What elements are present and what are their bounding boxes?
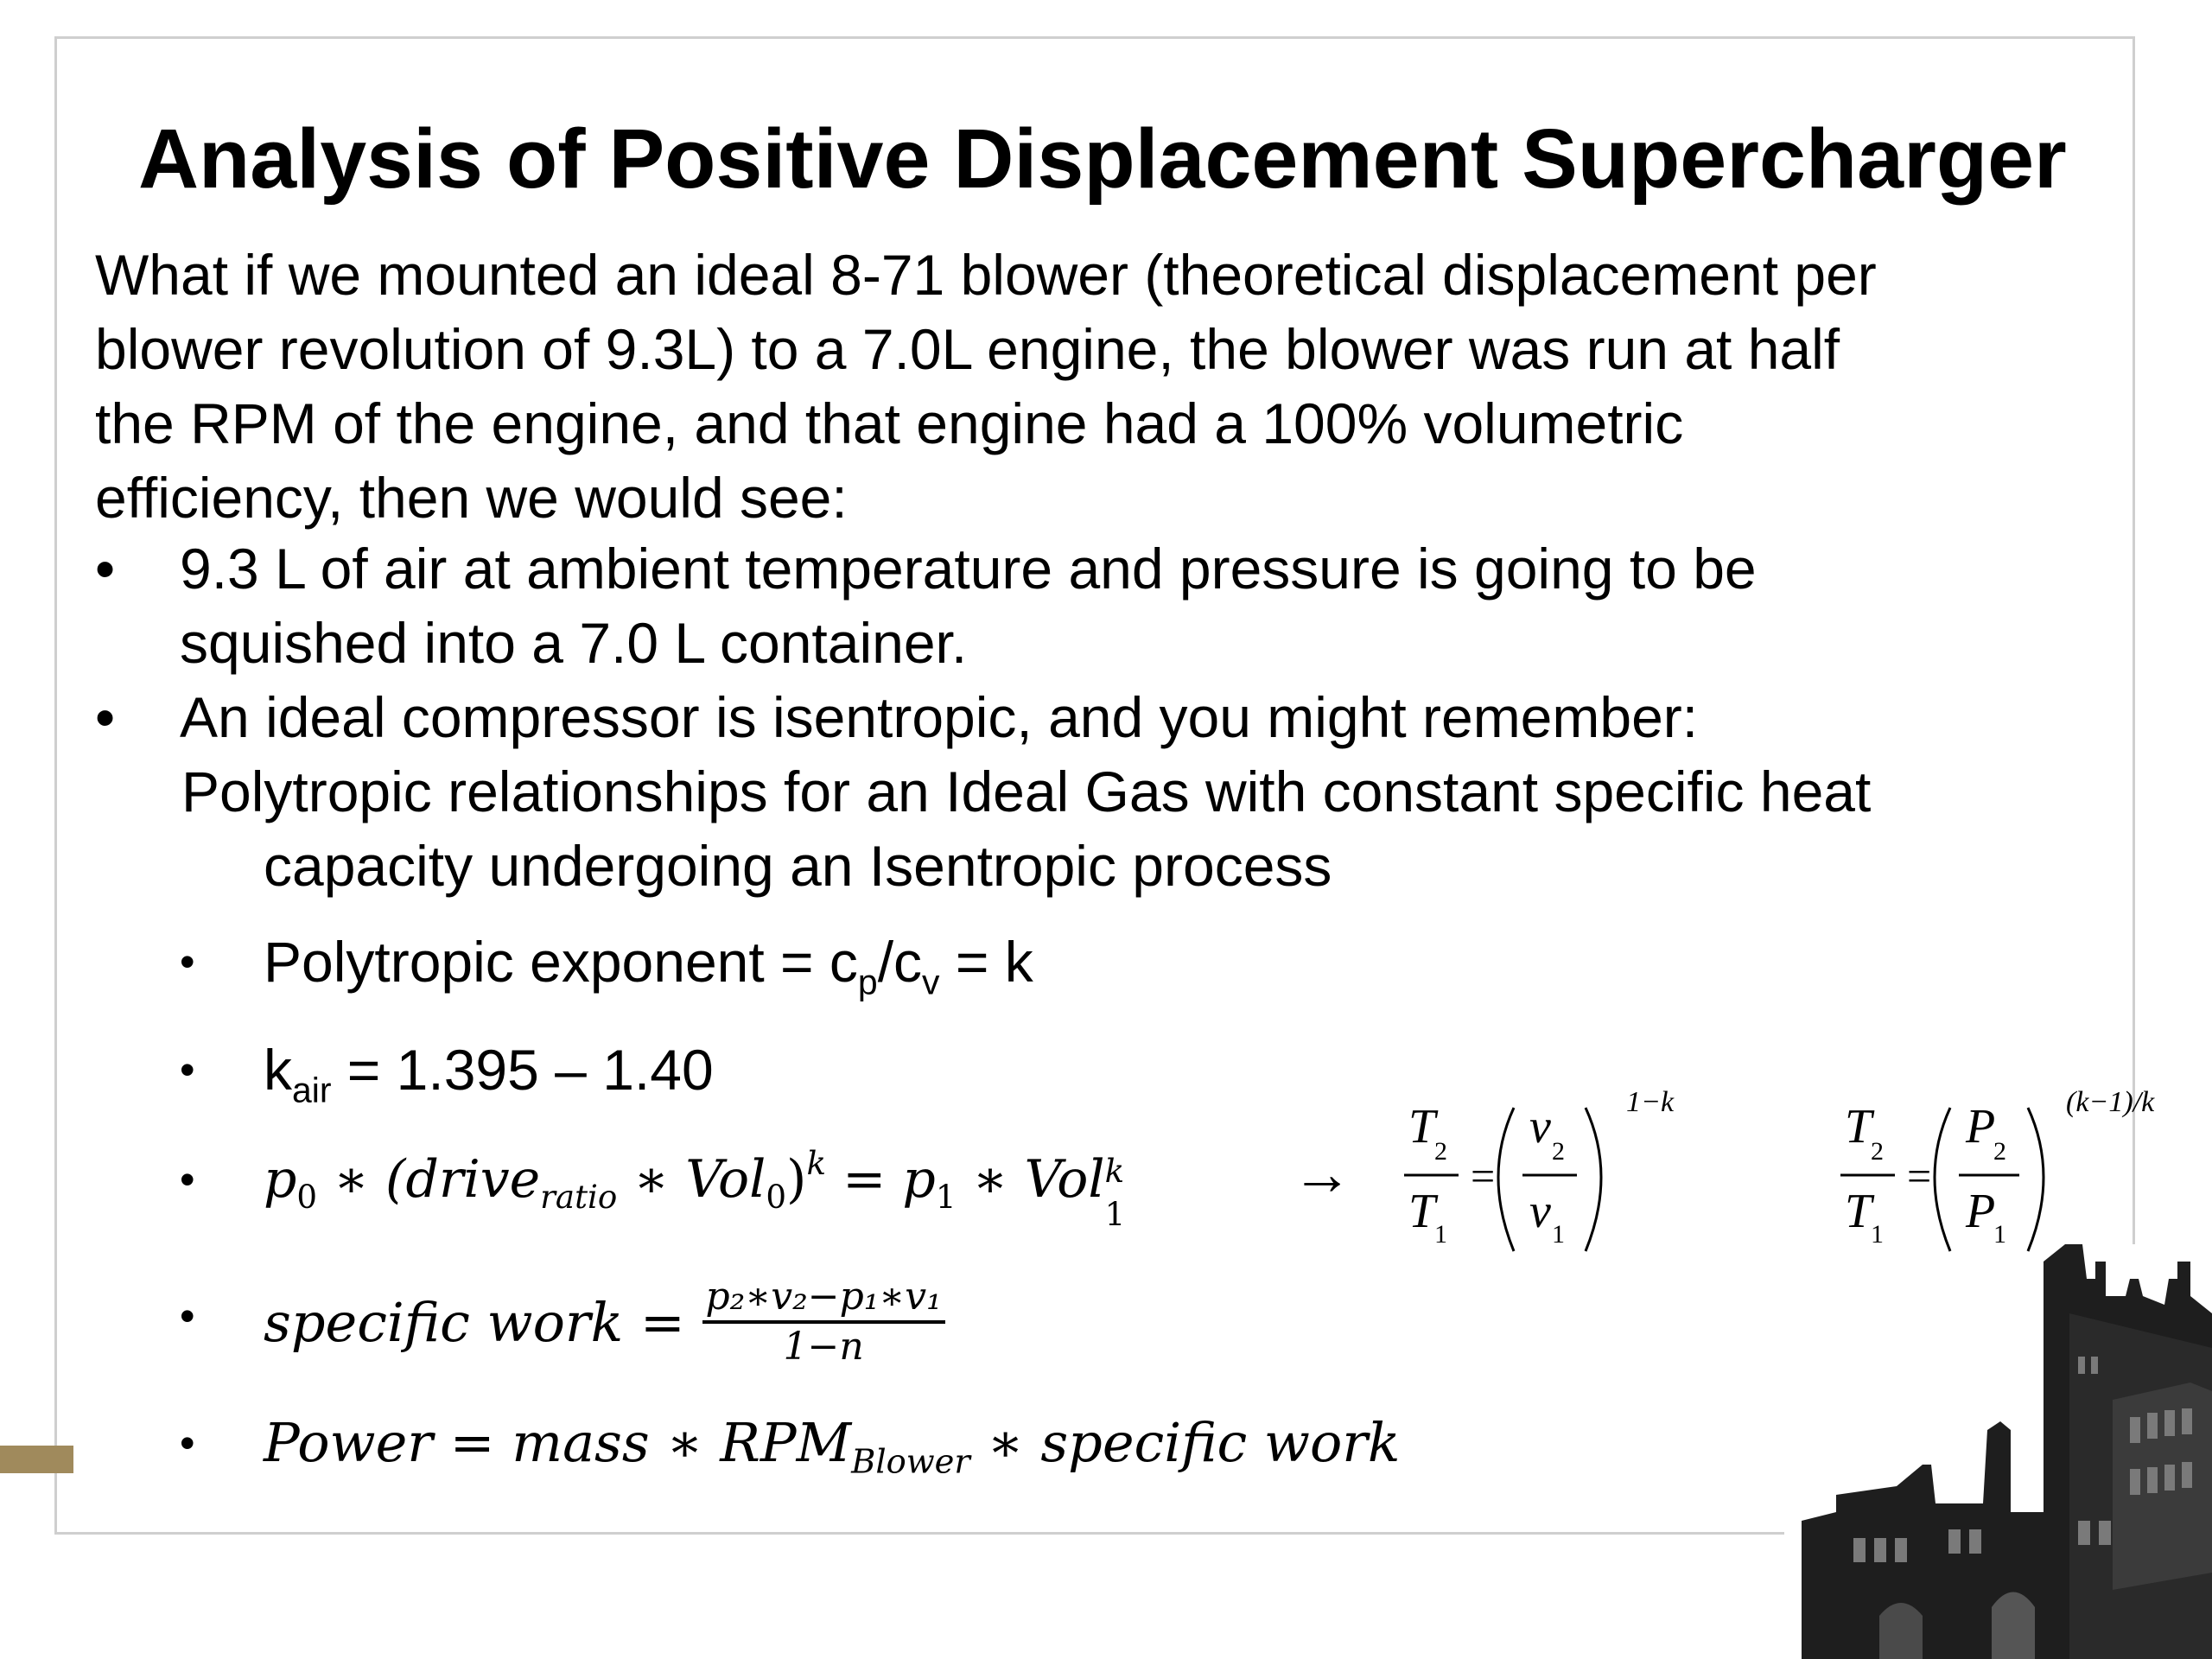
eq1-t2: T	[1408, 1100, 1436, 1154]
implies-arrow: →	[1292, 1140, 1352, 1207]
polytropic-line: Polytropic relationships for an Ideal Gas with constant specific heat	[181, 760, 1872, 823]
text: /c	[877, 930, 923, 994]
subscript: 0	[296, 1178, 318, 1217]
eq1-exponent: 1−k	[1626, 1089, 1675, 1118]
text: ∗ Vol	[956, 1149, 1105, 1210]
sub-bullet-dot: •	[180, 1155, 195, 1204]
bullet-dot: •	[95, 537, 116, 601]
k-air-value	[264, 1033, 714, 1110]
sub-bullet-dot: •	[180, 1292, 195, 1340]
subscript: Blower	[851, 1442, 970, 1482]
bullet-dot: •	[95, 685, 116, 749]
text: p	[264, 1149, 297, 1210]
text: Polytropic exponent = c	[264, 930, 858, 994]
eq1-v1: v	[1529, 1185, 1551, 1238]
sub-bullet-dot: •	[180, 1046, 195, 1094]
intro-paragraph	[95, 238, 2082, 535]
accent-bar	[0, 1446, 73, 1473]
intro-line: efficiency, then we would see:	[95, 466, 848, 530]
text: )	[786, 1149, 807, 1210]
eq1-v1-sub: 1	[1552, 1220, 1565, 1249]
sub-bullet-dot: •	[180, 938, 195, 986]
text: Power = mass ∗ RPM	[264, 1411, 852, 1474]
text: ∗ specific work	[969, 1411, 1401, 1474]
denominator: 1−n	[783, 1325, 864, 1369]
bullet1-line: 9.3 L of air at ambient temperature and pressure is going to be	[180, 537, 1757, 601]
eq2-p2-sub: 2	[1993, 1137, 2006, 1166]
eq2-p2: P	[1966, 1100, 1996, 1154]
eq2-p1: P	[1966, 1185, 1996, 1238]
text: k	[264, 1038, 292, 1102]
eq1-v2: v	[1529, 1100, 1551, 1154]
subscript: ratio	[540, 1178, 618, 1217]
eq2-t1-sub: 1	[1871, 1220, 1884, 1249]
bullet1-line: squished into a 7.0 L container.	[180, 611, 968, 675]
subscript: air	[292, 1070, 332, 1110]
pressure-volume-equation: $p_0$ ∗ (drive$_{ratio}$ ∗ $Vol_0)^k = p_1$ ∗ Vol k 1	[264, 1143, 1126, 1233]
subscript: p	[857, 962, 878, 1002]
temperature-volume-relation	[1400, 1089, 1676, 1262]
building-photo	[1784, 1244, 2212, 1659]
sub-bullet-dot: •	[180, 1419, 195, 1467]
subscript: v	[922, 962, 940, 1002]
intro-line: blower revolution of 9.3L) to a 7.0L engine, the blower was run at half	[95, 317, 1840, 381]
intro-line: What if we mounted an ideal 8-71 blower (theoretical displacement per	[95, 243, 1877, 307]
text: = 1.395 – 1.40	[331, 1038, 714, 1102]
text: ∗ Vol	[617, 1149, 766, 1210]
svg-text:=: =	[1907, 1152, 1932, 1200]
eq1-t1-sub: 1	[1434, 1220, 1447, 1249]
eq2-t2: T	[1845, 1100, 1872, 1154]
eq2-t1: T	[1845, 1185, 1872, 1238]
fraction	[702, 1274, 945, 1370]
polytropic-line: capacity undergoing an Isentropic process	[264, 834, 1332, 898]
text: specific work =	[264, 1291, 685, 1355]
bullet2-line: An ideal compressor is isentropic, and you might remember:	[180, 685, 1699, 749]
numerator: p₂∗v₂−p₁∗v₁	[702, 1274, 945, 1324]
text: ∗ (	[317, 1149, 406, 1210]
eq1-v2-sub: 2	[1552, 1137, 1565, 1166]
eq1-t2-sub: 2	[1434, 1137, 1447, 1166]
superscript: k	[806, 1143, 827, 1182]
temperature-pressure-relation	[1836, 1089, 2164, 1262]
eq2-p1-sub: 1	[1993, 1220, 2006, 1249]
text: = k	[939, 930, 1033, 994]
text: = p	[826, 1149, 936, 1210]
intro-line: the RPM of the engine, and that engine had a 100% volumetric	[95, 391, 1684, 455]
eq2-t2-sub: 2	[1871, 1137, 1884, 1166]
eq1-t1: T	[1408, 1185, 1436, 1238]
subscript: 1	[935, 1178, 957, 1217]
polytropic-exponent	[264, 925, 1033, 1002]
text: drive	[405, 1149, 541, 1210]
slide-title: Analysis of Positive Displacement Supercharger	[138, 111, 2067, 206]
svg-text:=: =	[1471, 1152, 1496, 1200]
power-equation	[264, 1406, 1400, 1480]
specific-work-equation	[264, 1274, 945, 1376]
subscript: 0	[766, 1178, 787, 1217]
eq2-exponent: (k−1)/k	[2066, 1089, 2155, 1118]
